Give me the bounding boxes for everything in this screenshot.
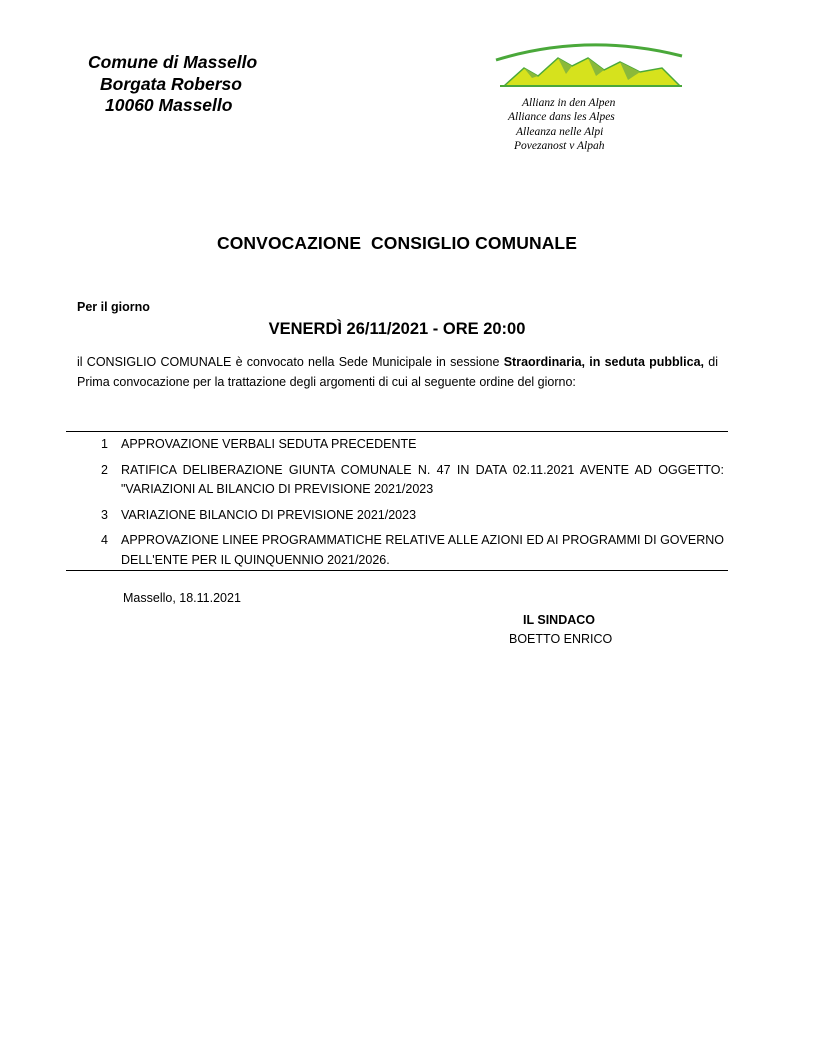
agenda-item-text: APPROVAZIONE VERBALI SEDUTA PRECEDENTE <box>121 437 417 451</box>
logo-caption <box>506 96 681 153</box>
meeting-date: VENERDÌ 26/11/2021 - ORE 20:00 <box>268 320 526 338</box>
agenda-item <box>96 461 724 500</box>
agenda-item <box>96 506 724 526</box>
agenda-item <box>96 435 724 455</box>
agenda-item-number: 2 <box>101 462 108 477</box>
agenda-list <box>96 435 724 576</box>
intro-bold: Straordinaria, in seduta pubblica, <box>503 355 705 369</box>
intro-part-2: di Prima convocazione per la trattazione degli argomenti di cui al seguente ordine del giorno: <box>77 355 718 389</box>
agenda-item <box>96 531 724 570</box>
place-and-date: Massello, 18.11.2021 <box>123 591 241 605</box>
intro-part-1: il CONSIGLIO COMUNALE è convocato nella Sede Municipale in sessione <box>77 355 504 369</box>
signature-role: IL SINDACO <box>523 613 595 627</box>
per-giorno-label: Per il giorno <box>77 300 150 314</box>
document-title: CONVOCAZIONE CONSIGLIO COMUNALE <box>216 233 577 253</box>
logo-line-fr: Alliance dans les Alpes <box>508 111 615 124</box>
logo-line-de: Allianz in den Alpen <box>522 97 616 109</box>
agenda-bottom-divider <box>66 570 728 571</box>
agenda-item-text: RATIFICA DELIBERAZIONE GIUNTA COMUNALE N. 47 IN DATA 02.11.2021 AVENTE AD OGGETTO: "VARIAZIONI AL BILANCIO DI PREVISIONE 2021/2023 <box>121 462 724 496</box>
agenda-top-divider <box>66 431 728 432</box>
agenda-item-number: 4 <box>101 533 108 547</box>
logo-line-sl: Povezanost v Alpah <box>514 139 605 152</box>
alps-mountains-icon <box>492 36 688 96</box>
intro-paragraph <box>77 353 718 392</box>
agenda-item-text: APPROVAZIONE LINEE PROGRAMMATICHE RELATIVE ALLE AZIONI ED AI PROGRAMMI DI GOVERNO DELL'ENTE PER IL QUINQUENNIO 2021/2026. <box>121 533 724 567</box>
municipality-address <box>80 52 290 117</box>
logo-line-it: Alleanza nelle Alpi <box>516 125 604 138</box>
agenda-item-number: 3 <box>101 507 108 522</box>
address-line-2: Borgata Roberso <box>100 73 242 94</box>
agenda-item-text: VARIAZIONE BILANCIO DI PREVISIONE 2021/2023 <box>121 507 417 522</box>
address-line-3: 10060 Massello <box>105 95 233 115</box>
signature-name: BOETTO ENRICO <box>509 632 613 646</box>
address-line-1: Comune di Massello <box>88 52 258 72</box>
signature-block <box>500 611 620 649</box>
agenda-item-number: 1 <box>101 437 108 451</box>
alliance-in-the-alps-logo <box>492 36 688 156</box>
